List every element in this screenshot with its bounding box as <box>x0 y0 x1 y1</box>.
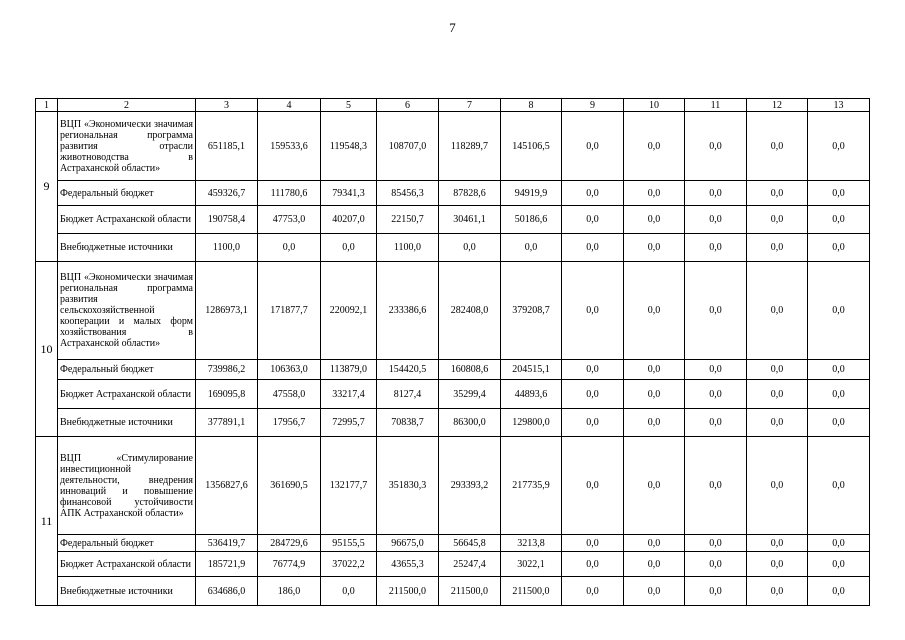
column-number: 9 <box>562 99 624 112</box>
column-number: 7 <box>439 99 501 112</box>
value-cell: 76774,9 <box>258 552 321 577</box>
funding-source-cell: Внебюджетные источники <box>58 234 196 262</box>
value-cell: 0,0 <box>685 409 747 437</box>
value-cell: 56645,8 <box>439 535 501 552</box>
value-cell: 0,0 <box>685 206 747 234</box>
value-cell: 379208,7 <box>501 262 562 360</box>
value-cell: 0,0 <box>747 234 808 262</box>
program-name-cell: ВЦП «Стимулирование инвестиционной деятельности, внедрения инноваций и повышение финансовой устойчивости АПК Астраханской области» <box>58 437 196 535</box>
value-cell: 160808,6 <box>439 360 501 380</box>
column-number: 5 <box>321 99 377 112</box>
column-number: 2 <box>58 99 196 112</box>
value-cell: 361690,5 <box>258 437 321 535</box>
value-cell: 0,0 <box>808 206 870 234</box>
table-row <box>36 262 870 360</box>
program-name-cell: ВЦП «Экономически значимая региональная программа развития отрасли животноводства в Астраханской области» <box>58 112 196 181</box>
column-number: 13 <box>808 99 870 112</box>
value-cell: 0,0 <box>747 577 808 606</box>
value-cell: 0,0 <box>562 206 624 234</box>
value-cell: 0,0 <box>685 380 747 409</box>
value-cell: 0,0 <box>624 380 685 409</box>
value-cell: 0,0 <box>562 234 624 262</box>
value-cell: 70838,7 <box>377 409 439 437</box>
value-cell: 0,0 <box>685 181 747 206</box>
value-cell: 3213,8 <box>501 535 562 552</box>
value-cell: 0,0 <box>747 262 808 360</box>
table-row <box>36 409 870 437</box>
value-cell: 72995,7 <box>321 409 377 437</box>
value-cell: 95155,5 <box>321 535 377 552</box>
value-cell: 171877,7 <box>258 262 321 360</box>
value-cell: 0,0 <box>685 577 747 606</box>
value-cell: 47753,0 <box>258 206 321 234</box>
value-cell: 0,0 <box>747 380 808 409</box>
value-cell: 1286973,1 <box>196 262 258 360</box>
value-cell: 79341,3 <box>321 181 377 206</box>
value-cell: 0,0 <box>624 437 685 535</box>
value-cell: 86300,0 <box>439 409 501 437</box>
value-cell: 96675,0 <box>377 535 439 552</box>
value-cell: 0,0 <box>624 577 685 606</box>
value-cell: 0,0 <box>747 437 808 535</box>
table-row <box>36 552 870 577</box>
value-cell: 0,0 <box>747 112 808 181</box>
value-cell: 211500,0 <box>377 577 439 606</box>
value-cell: 1100,0 <box>196 234 258 262</box>
funding-source-cell: Бюджет Астраханской области <box>58 380 196 409</box>
value-cell: 94919,9 <box>501 181 562 206</box>
column-number: 4 <box>258 99 321 112</box>
funding-source-cell: Бюджет Астраханской области <box>58 206 196 234</box>
table-row <box>36 206 870 234</box>
value-cell: 37022,2 <box>321 552 377 577</box>
table-row <box>36 535 870 552</box>
funding-source-cell: Бюджет Астраханской области <box>58 552 196 577</box>
value-cell: 0,0 <box>624 181 685 206</box>
value-cell: 0,0 <box>624 409 685 437</box>
funding-source-cell: Федеральный бюджет <box>58 181 196 206</box>
value-cell: 0,0 <box>562 380 624 409</box>
value-cell: 0,0 <box>562 577 624 606</box>
value-cell: 145106,5 <box>501 112 562 181</box>
value-cell: 211500,0 <box>501 577 562 606</box>
column-number-header-row <box>36 99 870 112</box>
value-cell: 0,0 <box>624 112 685 181</box>
value-cell: 0,0 <box>624 360 685 380</box>
value-cell: 186,0 <box>258 577 321 606</box>
table-row <box>36 437 870 535</box>
value-cell: 22150,7 <box>377 206 439 234</box>
table-row <box>36 577 870 606</box>
value-cell: 351830,3 <box>377 437 439 535</box>
value-cell: 0,0 <box>624 535 685 552</box>
value-cell: 43655,3 <box>377 552 439 577</box>
value-cell: 25247,4 <box>439 552 501 577</box>
column-number: 1 <box>36 99 58 112</box>
value-cell: 0,0 <box>562 112 624 181</box>
table-row <box>36 360 870 380</box>
value-cell: 0,0 <box>562 181 624 206</box>
value-cell: 204515,1 <box>501 360 562 380</box>
value-cell: 0,0 <box>808 409 870 437</box>
value-cell: 0,0 <box>808 181 870 206</box>
value-cell: 282408,0 <box>439 262 501 360</box>
table-row <box>36 112 870 181</box>
value-cell: 293393,2 <box>439 437 501 535</box>
value-cell: 111780,6 <box>258 181 321 206</box>
value-cell: 33217,4 <box>321 380 377 409</box>
value-cell: 0,0 <box>562 262 624 360</box>
value-cell: 85456,3 <box>377 181 439 206</box>
value-cell: 0,0 <box>258 234 321 262</box>
value-cell: 0,0 <box>685 437 747 535</box>
value-cell: 118289,7 <box>439 112 501 181</box>
value-cell: 739986,2 <box>196 360 258 380</box>
row-group-index: 11 <box>36 437 58 606</box>
value-cell: 30461,1 <box>439 206 501 234</box>
budget-table <box>35 98 870 606</box>
column-number: 10 <box>624 99 685 112</box>
value-cell: 0,0 <box>685 360 747 380</box>
value-cell: 106363,0 <box>258 360 321 380</box>
row-group-index: 9 <box>36 112 58 262</box>
funding-source-cell: Внебюджетные источники <box>58 577 196 606</box>
value-cell: 47558,0 <box>258 380 321 409</box>
table-row <box>36 181 870 206</box>
value-cell: 211500,0 <box>439 577 501 606</box>
column-number: 6 <box>377 99 439 112</box>
row-group-index: 10 <box>36 262 58 437</box>
value-cell: 113879,0 <box>321 360 377 380</box>
value-cell: 0,0 <box>808 262 870 360</box>
value-cell: 0,0 <box>685 262 747 360</box>
value-cell: 0,0 <box>501 234 562 262</box>
value-cell: 1356827,6 <box>196 437 258 535</box>
value-cell: 0,0 <box>747 206 808 234</box>
value-cell: 0,0 <box>624 262 685 360</box>
value-cell: 0,0 <box>321 577 377 606</box>
value-cell: 0,0 <box>747 552 808 577</box>
value-cell: 0,0 <box>808 234 870 262</box>
value-cell: 0,0 <box>562 552 624 577</box>
value-cell: 0,0 <box>808 380 870 409</box>
value-cell: 159533,6 <box>258 112 321 181</box>
value-cell: 3022,1 <box>501 552 562 577</box>
value-cell: 154420,5 <box>377 360 439 380</box>
value-cell: 0,0 <box>808 577 870 606</box>
value-cell: 284729,6 <box>258 535 321 552</box>
value-cell: 50186,6 <box>501 206 562 234</box>
table-row <box>36 234 870 262</box>
value-cell: 0,0 <box>747 409 808 437</box>
value-cell: 0,0 <box>747 535 808 552</box>
column-number: 11 <box>685 99 747 112</box>
page-number: 7 <box>449 20 456 35</box>
value-cell: 40207,0 <box>321 206 377 234</box>
value-cell: 132177,7 <box>321 437 377 535</box>
value-cell: 536419,7 <box>196 535 258 552</box>
value-cell: 0,0 <box>808 552 870 577</box>
value-cell: 0,0 <box>685 112 747 181</box>
value-cell: 233386,6 <box>377 262 439 360</box>
value-cell: 0,0 <box>562 360 624 380</box>
funding-source-cell: Федеральный бюджет <box>58 360 196 380</box>
value-cell: 377891,1 <box>196 409 258 437</box>
value-cell: 0,0 <box>685 535 747 552</box>
value-cell: 0,0 <box>808 437 870 535</box>
value-cell: 0,0 <box>624 552 685 577</box>
value-cell: 220092,1 <box>321 262 377 360</box>
column-number: 12 <box>747 99 808 112</box>
value-cell: 0,0 <box>808 360 870 380</box>
value-cell: 185721,9 <box>196 552 258 577</box>
value-cell: 0,0 <box>747 360 808 380</box>
value-cell: 35299,4 <box>439 380 501 409</box>
column-number: 8 <box>501 99 562 112</box>
value-cell: 0,0 <box>321 234 377 262</box>
value-cell: 217735,9 <box>501 437 562 535</box>
value-cell: 0,0 <box>624 206 685 234</box>
funding-source-cell: Федеральный бюджет <box>58 535 196 552</box>
value-cell: 0,0 <box>808 112 870 181</box>
value-cell: 44893,6 <box>501 380 562 409</box>
funding-source-cell: Внебюджетные источники <box>58 409 196 437</box>
value-cell: 0,0 <box>624 234 685 262</box>
table-row <box>36 380 870 409</box>
value-cell: 108707,0 <box>377 112 439 181</box>
value-cell: 8127,4 <box>377 380 439 409</box>
value-cell: 634686,0 <box>196 577 258 606</box>
value-cell: 169095,8 <box>196 380 258 409</box>
value-cell: 0,0 <box>808 535 870 552</box>
value-cell: 0,0 <box>685 552 747 577</box>
column-number: 3 <box>196 99 258 112</box>
value-cell: 0,0 <box>439 234 501 262</box>
value-cell: 0,0 <box>747 181 808 206</box>
value-cell: 0,0 <box>685 234 747 262</box>
value-cell: 0,0 <box>562 409 624 437</box>
value-cell: 87828,6 <box>439 181 501 206</box>
program-name-cell: ВЦП «Экономически значимая региональная программа развития сельскохозяйственной кооперации и малых форм хозяйствования в Астраханской области» <box>58 262 196 360</box>
value-cell: 459326,7 <box>196 181 258 206</box>
value-cell: 0,0 <box>562 437 624 535</box>
value-cell: 651185,1 <box>196 112 258 181</box>
value-cell: 1100,0 <box>377 234 439 262</box>
value-cell: 190758,4 <box>196 206 258 234</box>
value-cell: 17956,7 <box>258 409 321 437</box>
value-cell: 0,0 <box>562 535 624 552</box>
value-cell: 129800,0 <box>501 409 562 437</box>
value-cell: 119548,3 <box>321 112 377 181</box>
